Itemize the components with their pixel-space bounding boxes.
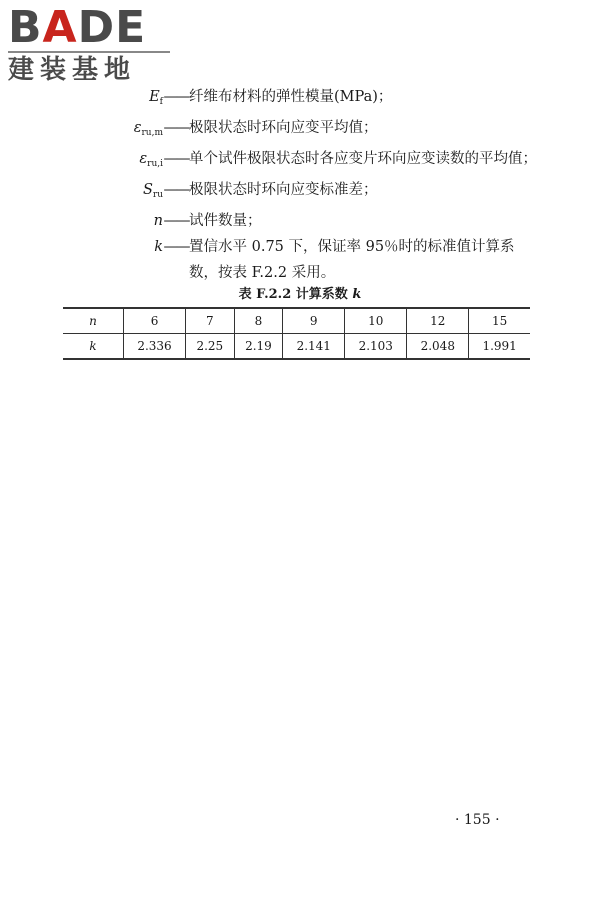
row-label-k: k	[63, 334, 124, 360]
definition-item	[90, 146, 540, 177]
table-cell-n: 8	[234, 308, 283, 334]
definition-symbol	[90, 146, 163, 177]
table-row-k	[63, 334, 530, 360]
table-cell-k: 2.25	[186, 334, 235, 360]
symbol-subscript: ru,i	[147, 159, 163, 169]
symbol-base: ε	[139, 151, 148, 167]
definition-text: 试件数量；	[189, 213, 262, 229]
logo-letter-accent: A	[42, 2, 78, 53]
symbol-subscript: ru	[152, 190, 163, 200]
table-cell-k: 2.336	[124, 334, 186, 360]
table-cell-n: 12	[407, 308, 469, 334]
definition-symbol	[90, 177, 163, 208]
definition-dash: ——	[163, 239, 189, 255]
table-cell-n: 10	[345, 308, 407, 334]
symbol-definitions	[90, 84, 540, 286]
table-cell-n: 9	[283, 308, 345, 334]
coefficient-table	[63, 307, 530, 360]
definition-item	[90, 84, 540, 115]
definition-symbol	[90, 208, 163, 234]
definition-item	[90, 177, 540, 208]
logo-letters: DE	[77, 2, 147, 53]
table-cell-k: 1.991	[469, 334, 530, 360]
site-logo	[8, 2, 178, 85]
definition-symbol	[90, 115, 163, 146]
definition-dash: ——	[163, 89, 189, 105]
symbol-base: E	[149, 89, 160, 105]
table-cell-k: 2.141	[283, 334, 345, 360]
definition-text: 置信水平 0.75 下，保证率 95％时的标准值计算系数，按表 F.2.2 采用。	[189, 239, 515, 281]
logo-wordmark	[8, 2, 178, 53]
symbol-base: S	[142, 182, 153, 198]
definition-text: 极限状态时环向应变平均值；	[189, 120, 378, 136]
definition-item	[90, 115, 540, 146]
definition-text: 极限状态时环向应变标准差；	[189, 182, 378, 198]
logo-subtitle: 建装基地	[8, 55, 137, 85]
definition-text: 单个试件极限状态时各应变片环向应变读数的平均值；	[189, 151, 537, 167]
table-cell-k: 2.19	[234, 334, 283, 360]
symbol-base: n	[153, 213, 163, 229]
definition-text: 纤维布材料的弹性模量(MPa)；	[189, 89, 393, 105]
definition-symbol	[90, 234, 163, 260]
table-cell-k: 2.103	[345, 334, 407, 360]
table-cell-n: 6	[124, 308, 186, 334]
row-label-n: n	[63, 308, 124, 334]
symbol-subscript: ru,m	[141, 128, 163, 138]
table-caption-symbol: k	[352, 287, 362, 302]
definition-dash: ——	[163, 151, 189, 167]
definition-item	[90, 234, 540, 286]
table-row-n	[63, 308, 530, 334]
logo-letter: B	[8, 2, 43, 53]
definition-dash: ——	[163, 213, 189, 229]
table-cell-n: 15	[469, 308, 530, 334]
symbol-base: k	[154, 239, 163, 255]
table-caption-text: 表 F.2.2 计算系数	[238, 287, 348, 302]
symbol-base: ε	[133, 120, 142, 136]
table-cell-k: 2.048	[407, 334, 469, 360]
definition-dash: ——	[163, 182, 189, 198]
symbol-subscript: f	[159, 97, 163, 107]
definition-symbol	[90, 84, 163, 115]
table-cell-n: 7	[186, 308, 235, 334]
page-number: · 155 ·	[455, 812, 500, 828]
definition-dash: ——	[163, 120, 189, 136]
definition-item	[90, 208, 540, 234]
table-caption	[0, 283, 600, 302]
